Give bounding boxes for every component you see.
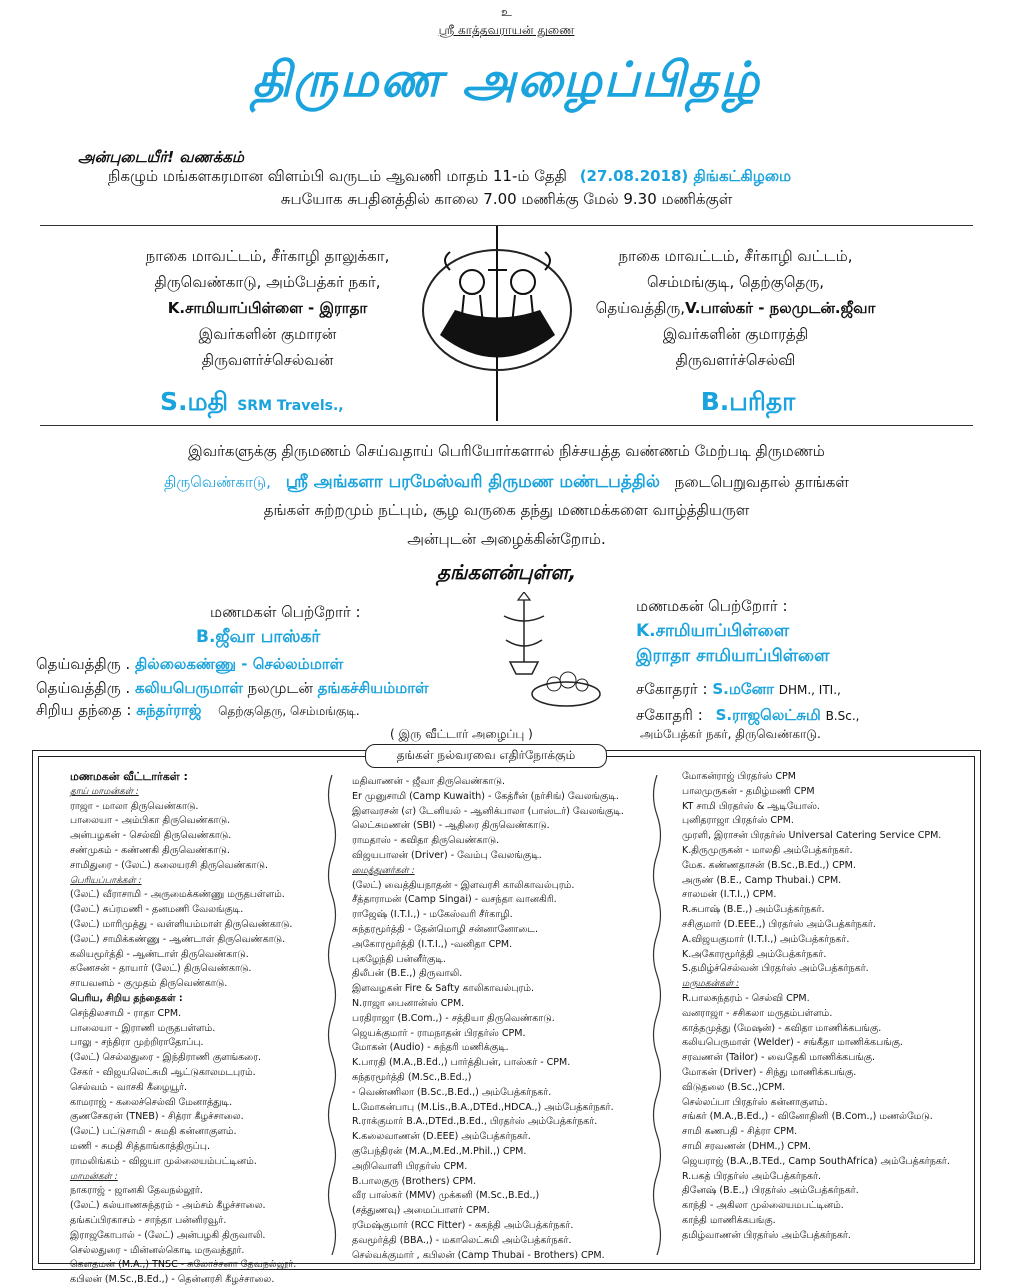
guest-entry: சரவணன் (Tailor) - வைதேகி மாணிக்கபங்கு. bbox=[682, 1052, 876, 1064]
guest-entry: அன்பழகன் - செல்வி திருவெண்காடு. bbox=[70, 830, 232, 842]
guest-entry: சேகர் - விஜயலெட்சுமி ஆட்டுகாலமடபுரம். bbox=[70, 1066, 256, 1078]
guest-entry: (லேட்) வைத்தியநாதன் - இளவரசி காலிகாவல்புரம். bbox=[352, 879, 575, 891]
bride-parents-prefix: தெய்வத்திரு, bbox=[595, 299, 686, 317]
guest-entry: கலியபெருமாள் (Welder) - சங்கீதா மாணிக்கபங்கு. bbox=[682, 1037, 903, 1049]
guest-entry: ராமலிங்கம் - விஜயா முல்லையம்பட்டினம். bbox=[70, 1155, 257, 1167]
guest-entry: மணி - சுமதி சித்தாங்காத்திருப்பு. bbox=[70, 1140, 210, 1152]
groom-parents: K.சாமியாப்பிள்ளை - இராதா bbox=[167, 299, 368, 317]
guest-entry: கௌதமன் (M.A.,) TNSC - சுலோச்சனா தேவநல்லூர். bbox=[70, 1259, 297, 1271]
lamp-illustration-icon bbox=[488, 592, 603, 722]
uncle-prefix: சிறிய தந்தை : bbox=[36, 701, 132, 719]
guest-entry: சண்முகம் - கண்ணகி திருவெண்காடு. bbox=[70, 844, 230, 856]
guest-entry: KT சாமி பிரதர்ஸ் & ஆடியோஸ். bbox=[682, 800, 820, 812]
guest-entry: சீத்தாராமன் (Camp Singai) - வசந்தா வானகிரி. bbox=[352, 894, 557, 906]
guest-entry: - வெண்ணிலா (B.Sc.,B.Ed.,) அம்பேத்கர்நகர். bbox=[352, 1086, 552, 1098]
greeting: அன்புடையீர்! வணக்கம் bbox=[78, 148, 244, 166]
guest-entry: K.கலைவாணன் (D.EEE) அம்பேத்கர்நகர். bbox=[352, 1131, 531, 1143]
vine-divider-left-icon bbox=[325, 775, 339, 1255]
groom-side-parent-2: இராதா சாமியாப்பிள்ளை bbox=[636, 646, 830, 666]
guest-entry: தினேஷ் (B.E.,) பிரதர்ஸ் அம்பேத்கர்நகர். bbox=[682, 1185, 859, 1197]
guest-entry: கலியமூர்த்தி - ஆண்டாள் திருவெண்காடு. bbox=[70, 948, 249, 960]
venue-line-2 bbox=[0, 472, 1013, 494]
bride-parents-line bbox=[498, 295, 973, 321]
guest-entry: வீர பாஸ்கர் (MMV) முக்கனி (M.Sc.,B.Ed.,) bbox=[352, 1190, 540, 1202]
groom-name-line bbox=[160, 387, 344, 420]
guest-entry: பரதிராஜா (B.Com.,) - சத்தியா திருவெண்காடு. bbox=[352, 1012, 555, 1024]
vine-divider-right-icon bbox=[650, 775, 664, 1255]
bride-grandparents-2 bbox=[36, 679, 429, 699]
guest-entry: K.திருமுருகன் - மாலதி அம்பேத்கர்நகர். bbox=[682, 844, 853, 856]
guest-entry: நாகராஜ் - ஜானகி தேவநல்லூர். bbox=[70, 1185, 203, 1197]
guest-entry: கணேசன் - தாயார் (லேட்) திருவெண்காடு. bbox=[70, 963, 252, 975]
guest-entry: ரமேஷ்குமார் (RCC Fitter) - சுகந்தி அம்பேத்கர்நகர். bbox=[352, 1219, 574, 1231]
guest-entry: B.பாலகுரு (Brothers) CPM. bbox=[352, 1175, 477, 1187]
guest-entry: காத்தமுத்து (மேஷன்) - கவிதா மாணிக்கபங்கு. bbox=[682, 1022, 882, 1034]
guest-entry: செல்லப்பா பிரதர்ஸ் கன்னாகுளம். bbox=[682, 1096, 828, 1108]
guest-column-1 bbox=[70, 770, 320, 1288]
guest-entry: (லேட்) கல்யாணசுந்தரம் - அம்சம் கீழச்சாலை. bbox=[70, 1200, 266, 1212]
sister-degree: B.Sc., bbox=[825, 709, 860, 723]
groom-place-2: திருவெண்காடு, அம்பேத்கர் நகர், bbox=[154, 273, 381, 291]
guest-subheading: மாமன்கள் : bbox=[70, 1171, 118, 1182]
guest-entry: மோகன் (Audio) - சுந்தரி மணிக்குடி. bbox=[352, 1042, 509, 1054]
groom-brother bbox=[636, 680, 841, 700]
bride-place-1: நாகை மாவட்டம், சீர்காழி வட்டம், bbox=[618, 247, 853, 265]
intro-line-1-text: நிகழும் மங்களகரமான விளம்பி வருடம் ஆவணி மாதம் 11-ம் தேதி bbox=[108, 167, 567, 185]
guest-subheading: தாய் மாமன்கள் : bbox=[70, 786, 139, 797]
guest-entry: அறிவொளி பிரதர்ஸ் CPM. bbox=[352, 1160, 468, 1172]
bride-place-2: செம்மங்குடி, தெற்குதெரு, bbox=[647, 273, 824, 291]
wedding-date: (27.08.2018) திங்கட்கிழமை bbox=[579, 167, 792, 185]
guest-entry: செல்வக்குமார் , கபிலன் (Camp Thubai - Brothers) CPM. bbox=[352, 1249, 605, 1261]
gp2-name-a: கலியபெருமாள் bbox=[134, 679, 243, 697]
guest-entry: செல்லதுரை - மின்னல்கொடி மருவத்தூர். bbox=[70, 1244, 245, 1256]
guest-entry: (லேட்) மாரிமுத்து - வள்ளியம்மாள் திருவெண்காடு. bbox=[70, 918, 293, 930]
venue-line-3: தங்கள் சுற்றமும் நட்பும், சூழ வருகை தந்து மணமக்களை வாழ்த்தியருள bbox=[263, 501, 750, 519]
guest-entry: மதிவாணன் - ஜீவா திருவெண்காடு. bbox=[352, 776, 505, 787]
bride-name: B.பரிதா bbox=[700, 387, 796, 416]
groom-relation: இவர்களின் குமாரன் bbox=[198, 325, 337, 343]
guest-entry: அகோரமூர்த்தி (I.T.I.,) -வனிதா CPM. bbox=[352, 938, 513, 950]
guest-entry: சாமி கணபதி - சித்ரா CPM. bbox=[682, 1126, 798, 1138]
guest-column-3 bbox=[682, 770, 972, 1244]
gp2-name-b: தங்கச்சியம்மாள் bbox=[317, 679, 429, 697]
guest-entry: விஜயபாலன் (Driver) - வேம்பு வேலங்குடி. bbox=[352, 849, 542, 861]
groom-side-heading: மணமகன் பெற்றோர் : bbox=[636, 597, 788, 615]
guest-entry: (லேட்) சுப்ரமணி - தனமணி வேலங்குடி. bbox=[70, 904, 244, 916]
pillaiyar-suzhi: உ bbox=[501, 5, 512, 19]
guest-entry: (லேட்) செல்லதுரை - இந்திராணி குளங்கரை. bbox=[70, 1052, 262, 1064]
bride-side-heading: மணமகள் பெற்றோர் : bbox=[210, 603, 361, 621]
guest-entry: ராஜேஷ் (I.T.I.,) - மகேஸ்வரி சீர்காழி. bbox=[352, 909, 513, 921]
guest-entry: இராஜகோபால் - (லேட்) அன்பழகி திருவாலி. bbox=[70, 1229, 266, 1241]
guest-entry: குபேந்திரன் (M.A.,M.Ed.,M.Phil.,) CPM. bbox=[352, 1145, 527, 1157]
guest-entry: விடுதலை (B.Sc.,)CPM. bbox=[682, 1081, 786, 1093]
guest-entry: செல்வம் - வாசகி கீழையூர். bbox=[70, 1081, 187, 1093]
gp2-prefix: தெய்வத்திரு . bbox=[36, 679, 131, 697]
guest-column-2 bbox=[352, 775, 647, 1263]
sister-place: அம்பேத்கர் நகர், திருவெண்காடு. bbox=[640, 727, 821, 741]
bride-side-parents: B.ஜீவா பாஸ்கர் bbox=[196, 627, 321, 647]
guest-entry: முரளி, இராசன் பிரதர்ஸ் Universal Catering Service CPM. bbox=[682, 830, 942, 842]
guest-entry: ஜெயக்குமார் - ராமநாதன் பிரதர்ஸ் CPM. bbox=[352, 1027, 526, 1039]
bride-grandparents-1 bbox=[36, 655, 343, 675]
groom-sister bbox=[636, 706, 859, 726]
brother-prefix: சகோதரர் : bbox=[636, 680, 708, 698]
guest-entry: (லேட்) வீராசாமி - அருமைக்கண்ணு மருதபள்ளம். bbox=[70, 889, 285, 901]
bride-honorific: திருவளர்ச்செல்வி bbox=[675, 351, 796, 369]
guest-entry: (லேட்) சாமிக்கண்ணு - ஆண்டாள் திருவெண்காடு. bbox=[70, 933, 286, 945]
guest-entry: R.பகத் பிரதர்ஸ் அம்பேத்கர்நகர். bbox=[682, 1170, 821, 1182]
groom-name: S.மதி bbox=[160, 387, 229, 416]
guest-entry: தமிழ்வாணன் பிரதர்ஸ் அம்பேத்கர்நகர். bbox=[682, 1229, 851, 1241]
guest-entry: சாலமன் (I.T.I.,) CPM. bbox=[682, 889, 777, 901]
bride-parents: V.பாஸ்கர் - நலமுடன்.ஜீவா bbox=[685, 299, 876, 317]
guest-entry: மோகன் (Driver) - சிந்து மாணிக்கபங்கு. bbox=[682, 1066, 857, 1078]
guest-subheading: பெரியப்பாக்கள் : bbox=[70, 875, 142, 886]
groom-place-1: நாகை மாவட்டம், சீர்காழி தாலுக்கா, bbox=[145, 247, 390, 265]
guest-entry: K.பாரதி (M.A.,B.Ed.,) பார்த்திபன், பாஸ்கர் - CPM. bbox=[352, 1057, 571, 1069]
guest-entry: கபிலன் (M.Sc.,B.Ed.,) - தென்னரசி கீழச்சாலை. bbox=[70, 1274, 275, 1286]
uncle-name: சுந்தர்ராஜ் bbox=[136, 701, 202, 719]
guest-entry: A.விஜயகுமார் (I.T.I.,) அம்பேத்கர்நகர். bbox=[682, 933, 850, 945]
guest-entry: L.மோகன்பாபு (M.Lis.,B.A.,DTEd.,HDCA.,) அம்பேத்கர்நகர். bbox=[352, 1101, 614, 1113]
uncle-place: தெற்குதெரு, செம்மங்குடி. bbox=[218, 704, 360, 718]
signoff: தங்களன்புள்ள, bbox=[436, 560, 577, 584]
brother-name: S.மனோ bbox=[712, 680, 774, 698]
invitation-title: திருமண அழைப்பிதழ் bbox=[251, 52, 761, 108]
venue-hall: ஸ்ரீ அங்களா பரமேஸ்வரி திருமண மண்டபத்தில் bbox=[285, 472, 660, 492]
bride-uncle bbox=[36, 701, 360, 721]
guest-entry: தவமூர்த்தி (BBA.,) - மகாலெட்சுமி அம்பேத்கர்நகர். bbox=[352, 1234, 572, 1246]
venue-line-2-end: நடைபெறுவதால் தாங்கள் bbox=[674, 473, 849, 491]
intro-line-2: சுபயோக சுபதினத்தில் காலை 7.00 மணிக்கு மேல் 9.30 மணிக்குள் bbox=[280, 190, 733, 208]
divider-mid bbox=[40, 425, 973, 426]
brother-degree: DHM., ITI., bbox=[778, 683, 841, 697]
guest-entry: காந்தி - அகிலா முல்லையமபட்டினம். bbox=[682, 1200, 844, 1212]
guest-entry: ஜெயராஜ் (B.A.,B.TEd., Camp SouthAfrica) அம்பேத்கர்நகர். bbox=[682, 1155, 950, 1167]
guest-entry: செந்திலசாமி - ராதா CPM. bbox=[70, 1007, 182, 1019]
venue-town: திருவெண்காடு, bbox=[164, 473, 271, 491]
guest-entry: ராமதாஸ் - கவிதா திருவெண்காடு. bbox=[352, 835, 500, 847]
bride-block bbox=[498, 243, 973, 373]
guest-entry: புகழேந்தி பன்னீர்குடி. bbox=[352, 953, 446, 965]
groom-side-parent-1: K.சாமியாப்பிள்ளை bbox=[636, 621, 790, 641]
venue-line-4: அன்புடன் அழைக்கின்றோம். bbox=[407, 530, 606, 548]
guest-entry: இளவழகன் Fire & Safty காலிகாவல்புரம். bbox=[352, 983, 535, 995]
guest-entry: திலீபன் (B.E.,) திருவாலி. bbox=[352, 968, 463, 980]
guest-entry: பெரிய, சிறிய தந்தைகள் : bbox=[70, 992, 183, 1004]
groom-honorific: திருவளர்ச்செல்வன் bbox=[201, 351, 334, 369]
guest-entry: சாமிதுரை - (லேட்) கலையரசி திருவெண்காடு. bbox=[70, 859, 268, 871]
guest-entry: K.அகோரமூர்த்தி அம்பேத்கர்நகர். bbox=[682, 948, 827, 960]
guest-entry: சுந்தரமூர்த்தி - தேன்மொழி சன்னானோடை. bbox=[352, 923, 538, 935]
guest-entry: பாலமுருகன் - தமிழ்மணி CPM bbox=[682, 785, 815, 797]
guest-entry: சாயவனம் - குமுதம் திருவெண்காடு. bbox=[70, 978, 228, 990]
venue-line-1: இவர்களுக்கு திருமணம் செய்வதாய் பெரியோர்களால் நிச்சயத்த வண்ணம் மேற்படி திருமணம் bbox=[188, 442, 825, 460]
guest-entry: அருண் (B.E., Camp Thubai.) CPM. bbox=[682, 874, 842, 886]
blessing-line: ஸ்ரீ காத்தவராயன் துணை bbox=[438, 23, 575, 37]
gp1-prefix: தெய்வத்திரு . bbox=[36, 655, 131, 673]
intro-line-1 bbox=[108, 167, 791, 187]
guest-entry: ராஜா - மாலா திருவெண்காடு. bbox=[70, 800, 199, 812]
divider-top bbox=[40, 225, 973, 226]
gp2-middle: நலமுடன் bbox=[247, 679, 313, 697]
guest-entry: குணசேகரன் (TNEB) - சித்ரா கீழச்சாலை. bbox=[70, 1111, 244, 1123]
guest-entry: R.பாலசுந்தரம் - செல்வி CPM. bbox=[682, 992, 810, 1004]
guest-entry: S.தமிழ்ச்செல்வன் பிரதர்ஸ் அம்பேத்கர்நகர். bbox=[682, 963, 869, 975]
sister-name: S.ராஜலெட்சுமி bbox=[715, 706, 821, 724]
guest-entry: சுந்தரமூர்த்தி (M.Sc.,B.Ed.,) bbox=[352, 1071, 472, 1083]
guest-entry: (லேட்) பட்டுசாமி - சுமதி கன்னாகுளம். bbox=[70, 1126, 237, 1138]
joint-invite: ( இரு வீட்டார் அழைப்பு ) bbox=[390, 727, 533, 741]
sister-prefix: சகோதரி : bbox=[636, 706, 703, 724]
guest-entry: காந்தி மாணிக்கபங்கு. bbox=[682, 1214, 776, 1226]
guest-heading: மணமகன் வீட்டார்கள் : bbox=[70, 770, 188, 783]
guest-entry: சங்கர் (M.A.,B.Ed.,) - வினோதினி (B.Com.,) மணல்மேடு. bbox=[682, 1111, 933, 1123]
guest-entry: மேக. கண்ணதாசன் (B.Sc.,B.Ed.,) CPM. bbox=[682, 859, 856, 871]
guest-entry: வனராஜா - சசிகலா மருதம்பள்ளம். bbox=[682, 1007, 833, 1019]
guest-entry: (சத்துணவு) அமைப்பாளர் CPM. bbox=[352, 1205, 490, 1217]
guest-subheading: மருமகன்கள் : bbox=[682, 979, 740, 990]
guest-subheading: மைத்துனர்கள் : bbox=[352, 865, 415, 876]
guest-entry: N.ராஜா பைனான்ஸ் CPM. bbox=[352, 997, 465, 1009]
guest-entry: R.சுபாஷ் (B.E.,) அம்பேத்கர்நகர். bbox=[682, 904, 825, 916]
guest-entry: பாலையா - இராணி மருதபள்ளம். bbox=[70, 1022, 216, 1034]
guest-entry: சசிகுமார் (D.EEE.,) பிரதர்ஸ் அம்பேத்கர்நகர். bbox=[682, 918, 876, 930]
guest-entry: புனிதராஜா பிரதர்ஸ் CPM. bbox=[682, 815, 794, 827]
gp1-names: தில்லைகண்ணு - செல்லம்மாள் bbox=[134, 655, 344, 673]
groom-note: SRM Travels., bbox=[237, 398, 344, 414]
guest-entry: தங்கப்பிரகாசம் - சாந்தா பன்னிரவூர். bbox=[70, 1214, 227, 1226]
guest-entry: பாலு - சந்திரா முற்றிராதோப்பு. bbox=[70, 1037, 204, 1049]
guest-entry: பாலையா - அம்பிகா திருவெண்காடு. bbox=[70, 815, 231, 827]
bride-relation: இவர்களின் குமாரத்தி bbox=[662, 325, 809, 343]
guest-entry: இளவரசன் (எ) டேனியல் - ஆனிக்பாலா (பாஸ்டர்) வேலங்குடி. bbox=[352, 805, 624, 817]
guest-entry: லெட்சுமணன் (SBI) - ஆதிரை திருவெண்காடு. bbox=[352, 820, 550, 832]
guest-entry: சாமி சரவணன் (DHM.,) CPM. bbox=[682, 1140, 811, 1152]
guest-entry: Er முனுசாமி (Camp Kuwaith) - கேத்ரீன் (நர்சிங்) வேலங்குடி. bbox=[352, 790, 619, 802]
guest-entry: காமராஜ் - கலைச்செல்வி மேனாத்துடி. bbox=[70, 1096, 233, 1108]
guest-entry: மோகன்ராஜ் பிரதர்ஸ் CPM bbox=[682, 771, 796, 782]
guest-entry: R.ராக்குமார் B.A.,DTEd.,B.Ed., பிரதர்ஸ் அம்பேத்கர்நகர். bbox=[352, 1116, 598, 1128]
guest-banner: தங்கள் நல்வரவை எதிர்நோக்கும் bbox=[365, 744, 607, 768]
